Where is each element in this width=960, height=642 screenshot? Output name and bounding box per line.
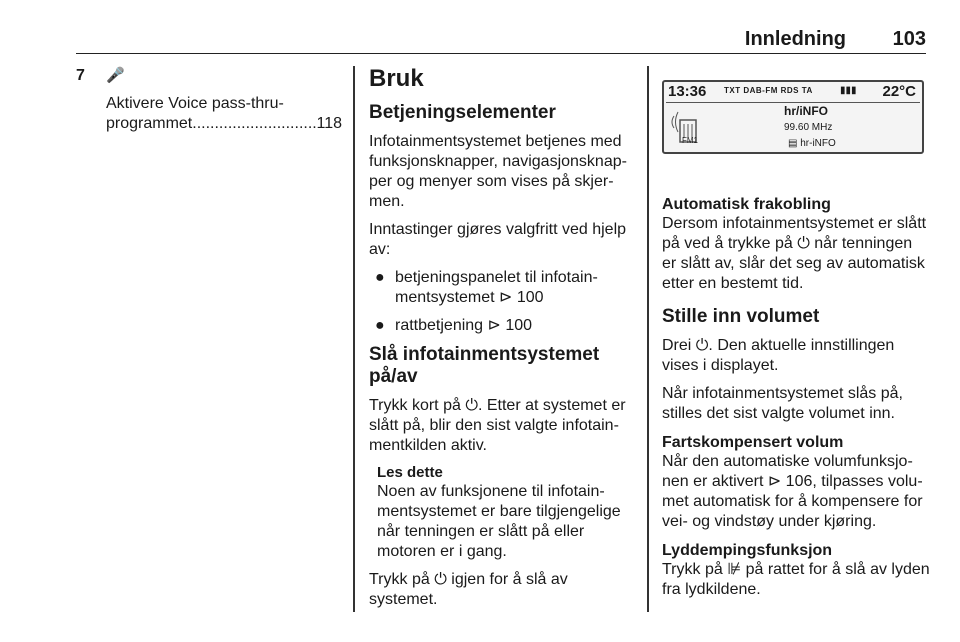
paragraph-onoff: Trykk kort på ⏻. Etter at systemet er slått på, blir den sist valgte infotainmentkilden aktiv.	[369, 397, 626, 454]
item-text-line-2: programmet	[106, 115, 193, 132]
display-temperature: 22°C	[882, 83, 916, 100]
paragraph-volume-1: Drei ⏻. Den aktuelle innstillingen vises i displayet.	[662, 337, 895, 374]
heading-mute: Lyddempingsfunksjon	[662, 542, 833, 559]
infotainment-display	[662, 80, 924, 154]
section-title: Innledning	[744, 28, 846, 50]
note-box	[369, 464, 635, 562]
paragraph-inputs: Inntastinger gjøres valgfritt ved hjelp av:	[369, 221, 627, 258]
display-band: FM1	[682, 136, 698, 145]
note-title: Les dette	[377, 464, 443, 481]
list-item: ● betjeningspanelet til infotainmentsystemet ⊳ 100	[375, 269, 598, 306]
column-divider-1	[353, 66, 355, 612]
item-number: 7	[76, 67, 85, 84]
page-number: 103	[892, 28, 926, 50]
note-text: Noen av funksjonene til infotainmentsystemet er bare tilgjengelige når tenningen er slått på eller motoren er i gang.	[377, 483, 621, 560]
paragraph-off: Trykk på ⏻ igjen for å slå av systemet.	[369, 571, 568, 608]
page-header	[76, 26, 926, 54]
list-item: ● rattbetjening ⊳ 100	[375, 317, 533, 334]
display-time: 13:36	[668, 83, 707, 100]
display-station: hr/iNFO	[784, 104, 828, 118]
heading-auto-off: Automatisk frakobling	[662, 196, 831, 213]
paragraph-volume-2: Når infotainmentsystemet slås på, stilles det sist valgte volumet inn.	[662, 385, 903, 422]
voice-icon: 🎤	[106, 67, 125, 84]
paragraph-controls: Infotainmentsystemet betjenes med funksjonsknapper, navigasjonsknapper og menyer som vises på skjermen.	[369, 133, 627, 210]
paragraph-speed-volume: Når den automatiske volumfunksjonen er aktivert ⊳ 106, tilpasses volumet automatisk for å kompensere for vei- og vindstøy under kjøring.	[662, 453, 923, 530]
chapter-title: Bruk	[369, 65, 424, 92]
heading-onoff: Slå infotainmentsystemet på/av	[369, 344, 600, 387]
heading-volume: Stille inn volumet	[662, 306, 820, 327]
display-rds: ▤ hr-iNFO	[788, 138, 836, 149]
toc-leader	[106, 114, 342, 134]
heading-controls: Betjeningselementer	[369, 102, 556, 123]
paragraph-auto-off: Dersom infotainmentsystemet er slått på ved å trykke på ⏻ når tenningen er slått av, slår det seg av automatisk etter en bestemt tid.	[662, 215, 927, 292]
item-text-line-1: Aktivere Voice pass-thru-	[106, 95, 284, 112]
signal-icon: ▮▮▮	[840, 85, 857, 96]
paragraph-mute: Trykk på ⊯ på rattet for å slå av lyden fra lydkildene.	[662, 561, 930, 598]
column-divider-2	[647, 66, 649, 612]
item-description	[106, 94, 342, 134]
display-frequency: 99.60 MHz	[784, 122, 833, 133]
column-3	[662, 196, 930, 608]
item-page-ref: 118	[316, 115, 342, 132]
column-2	[369, 66, 635, 618]
display-flags: TXT DAB-FM RDS TA	[724, 86, 813, 95]
heading-speed-volume: Fartskompensert volum	[662, 434, 844, 451]
